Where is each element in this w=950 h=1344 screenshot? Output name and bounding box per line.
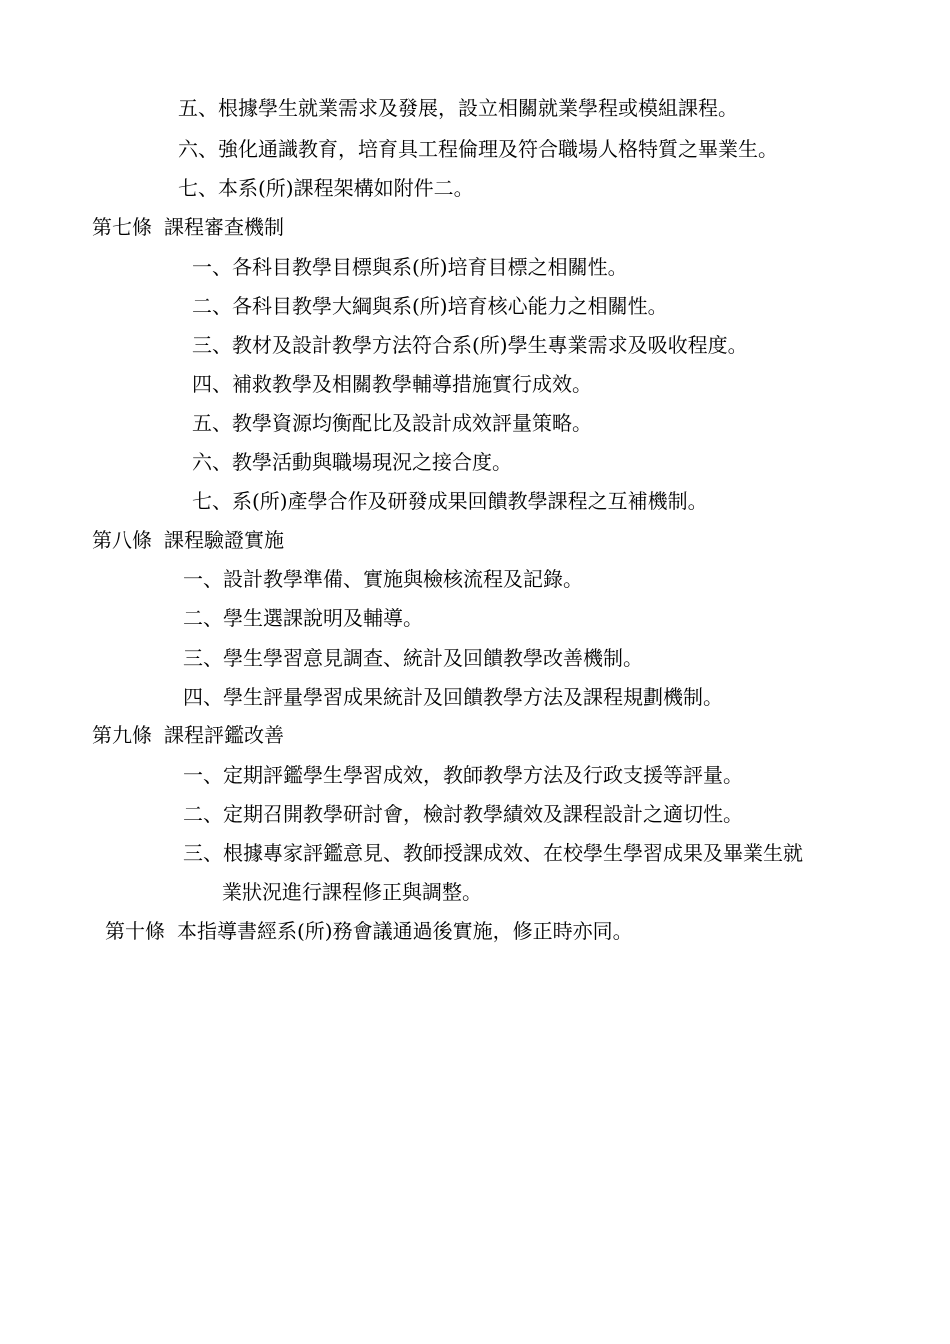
article-7-number: 第七條: [92, 215, 152, 239]
article-10-text: 本指導書經系(所)務會議通過後實施，修正時亦同。: [177, 919, 633, 943]
intro-item-5: 五、根據學生就業需求及發展，設立相關就業學程或模組課程。: [178, 96, 738, 120]
article-8-heading: [92, 528, 284, 552]
article-7-item: 七、系(所)產學合作及研發成果回饋教學課程之互補機制。: [192, 489, 708, 513]
article-7-item: 二、各科目教學大綱與系(所)培育核心能力之相關性。: [192, 294, 668, 318]
article-7-heading: [92, 215, 284, 239]
article-9-item: 一、定期評鑑學生學習成效，教師教學方法及行政支援等評量。: [183, 763, 743, 787]
article-9-heading: [92, 723, 284, 747]
article-8-item: 一、設計教學準備、實施與檢核流程及記錄。: [183, 567, 583, 591]
article-7-title: 課程審查機制: [164, 215, 284, 239]
article-10-number: 第十條: [105, 919, 165, 943]
article-7-item: 三、教材及設計教學方法符合系(所)學生專業需求及吸收程度。: [192, 333, 748, 357]
article-10-heading: [105, 919, 633, 943]
article-7-item: 一、各科目教學目標與系(所)培育目標之相關性。: [192, 255, 628, 279]
article-8-number: 第八條: [92, 528, 152, 552]
article-8-item: 二、學生選課說明及輔導。: [183, 606, 423, 630]
article-8-item: 四、學生評量學習成果統計及回饋教學方法及課程規劃機制。: [183, 685, 723, 709]
article-7-item: 六、教學活動與職場現況之接合度。: [192, 450, 512, 474]
article-9-item: 三、根據專家評鑑意見、教師授課成效、在校學生學習成果及畢業生就: [183, 841, 803, 865]
intro-item-7: 七、本系(所)課程架構如附件二。: [178, 176, 474, 200]
article-9-number: 第九條: [92, 723, 152, 747]
article-8-title: 課程驗證實施: [164, 528, 284, 552]
article-9-title: 課程評鑑改善: [164, 723, 284, 747]
article-8-item: 三、學生學習意見調查、統計及回饋教學改善機制。: [183, 646, 643, 670]
article-7-item: 五、教學資源均衡配比及設計成效評量策略。: [192, 411, 592, 435]
article-7-item: 四、補救教學及相關教學輔導措施實行成效。: [192, 372, 592, 396]
article-9-item-continuation: 業狀況進行課程修正與調整。: [222, 880, 482, 904]
intro-item-6: 六、強化通識教育，培育具工程倫理及符合職場人格特質之畢業生。: [178, 137, 778, 161]
article-9-item: 二、定期召開教學研討會，檢討教學績效及課程設計之適切性。: [183, 802, 743, 826]
